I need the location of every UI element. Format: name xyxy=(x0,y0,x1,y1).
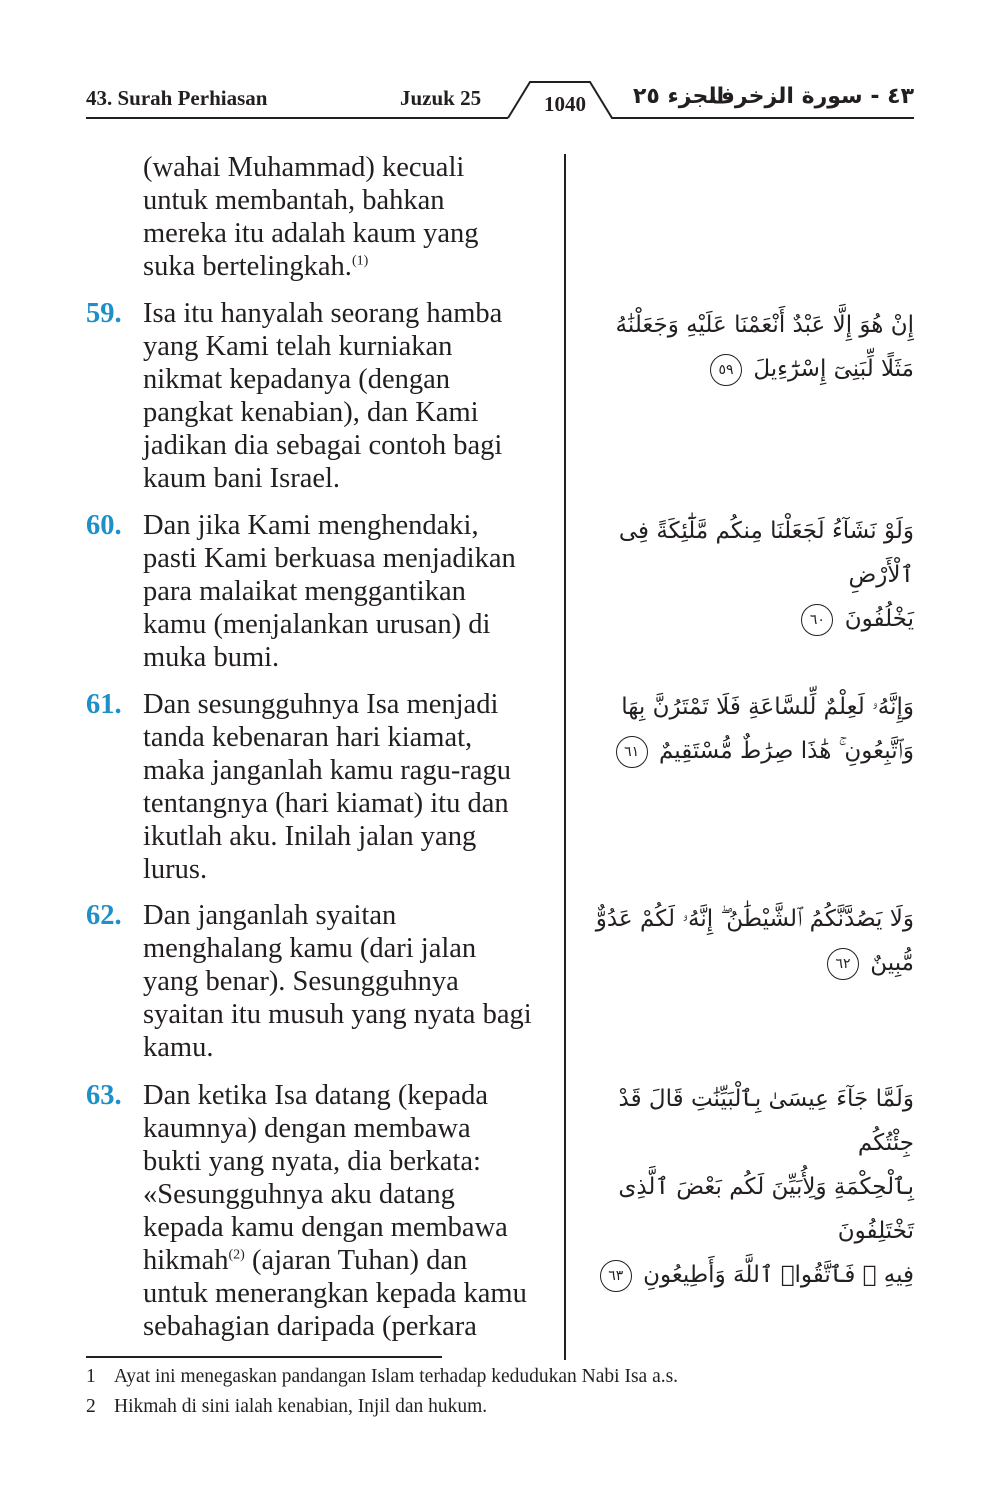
footnote-text: Hikmah di sini ialah kenabian, Injil dan hukum. xyxy=(114,1396,488,1417)
arabic-verse-61: وَإِنَّهُۥ لَعِلْمٌ لِّلسَّاعَةِ فَلَا تَمْتَرُنَّ بِهَا وَٱتَّبِعُونِ ۚ هَٰذَا صِرَٰطٌ مُّسْتَقِيمٌ ٦١ xyxy=(584,685,914,773)
ayah-marker: ٦٠ xyxy=(801,604,833,636)
juzuk-label: Juzuk 25 xyxy=(400,86,482,110)
continuation-text xyxy=(143,151,553,283)
verse-number: 62. xyxy=(86,900,122,931)
arabic-verse-59: إِنْ هُوَ إِلَّا عَبْدٌ أَنْعَمْنَا عَلَيْهِ وَجَعَلْنَٰهُ مَثَلًا لِّبَنِىٓ إِسْرَٰٓءِيلَ ٥٩ xyxy=(584,303,914,391)
page-number: 1040 xyxy=(544,92,586,116)
footnote-2 xyxy=(86,1396,487,1418)
juz-arabic: الجزء ٢٥ xyxy=(633,84,725,109)
verse-translation: Dan jika Kami menghendaki, pasti Kami berkuasa menjadikan para malaikat menggantikan kamu (menjalankan urusan) di muka bumi. xyxy=(143,510,516,673)
ayah-marker: ٥٩ xyxy=(710,354,742,386)
verse-translation: Dan janganlah syaitan menghalang kamu (dari jalan yang benar). Sesungguhnya syaitan itu musuh yang nyata bagi kamu. xyxy=(143,900,532,1063)
arabic-verse-62: وَلَا يَصُدَّنَّكُمُ ٱلشَّيْطَٰنُ ۖ إِنَّهُۥ لَكُمْ عَدُوٌّ مُّبِينٌ ٦٢ xyxy=(584,897,914,985)
footnote-number: 1 xyxy=(86,1366,96,1387)
ayah-marker: ٦١ xyxy=(616,736,648,768)
text-line: mereka itu adalah kaum yang xyxy=(143,218,479,249)
footnote-1 xyxy=(86,1366,678,1388)
column-divider xyxy=(564,154,566,1360)
footnote-rule xyxy=(86,1356,442,1358)
footnote-ref-1[interactable]: (1) xyxy=(351,253,369,269)
arabic-verse-60: وَلَوْ نَشَآءُ لَجَعَلْنَا مِنكُم مَّلَٰٓئِكَةً فِى ٱلْأَرْضِ يَخْلُفُونَ ٦٠ xyxy=(584,509,914,641)
verse-translation: Dan sesungguhnya Isa menjadi tanda kebenaran hari kiamat, maka janganlah kamu ragu-ragu tentangnya (hari kiamat) itu dan ikutlah aku. Inilah jalan yang lurus. xyxy=(143,689,511,885)
verse-number: 61. xyxy=(86,689,122,720)
page-number-tab xyxy=(0,0,1000,140)
verse-number: 59. xyxy=(86,298,122,329)
text-line: suka bertelingkah.$^{(1)}$ xyxy=(143,251,369,282)
footnote-number: 2 xyxy=(86,1396,96,1417)
verse-number: 63. xyxy=(86,1080,122,1111)
footnote-ref-2[interactable]: (2) xyxy=(228,1247,245,1263)
surah-title: 43. Surah Perhiasan xyxy=(86,86,268,110)
verse-number: 60. xyxy=(86,510,122,541)
verse-translation: Isa itu hanyalah seorang hamba yang Kami telah kurniakan nikmat kepadanya (dengan pangkat kenabian), dan Kami jadikan dia sebagai contoh bagi kaum bani Israel. xyxy=(143,298,503,494)
ayah-marker: ٦٣ xyxy=(600,1260,632,1292)
footnote-text: Ayat ini menegaskan pandangan Islam terhadap kedudukan Nabi Isa a.s. xyxy=(114,1366,679,1387)
ayah-marker: ٦٢ xyxy=(827,948,859,980)
verse-translation: Dan ketika Isa datang (kepada kaumnya) dengan membawa bukti yang nyata, dia berkata: «Sesungguhnya aku datang kepada kamu dengan membawa hikmah$^{(2)}$ (ajaran Tuhan) dan untuk menerangkan kepada kamu sebahagian daripada (perkara xyxy=(143,1080,527,1342)
text-line: untuk membantah, bahkan xyxy=(143,185,445,216)
text-line: (wahai Muhammad) kecuali xyxy=(143,152,465,183)
arabic-verse-63: وَلَمَّا جَآءَ عِيسَىٰ بِٱلْبَيِّنَٰتِ قَالَ قَدْ جِئْتُكُم بِٱلْحِكْمَةِ وَلِأُبَيِّنَ لَكُم بَعْضَ ٱلَّذِى تَخْتَلِفُونَ فِيهِ ۖ فَٱتَّقُوا۟ ٱللَّهَ وَأَطِيعُونِ ٦٣ xyxy=(584,1077,914,1297)
surah-arabic: ٤٣ - سورة الزخرف xyxy=(709,84,914,109)
